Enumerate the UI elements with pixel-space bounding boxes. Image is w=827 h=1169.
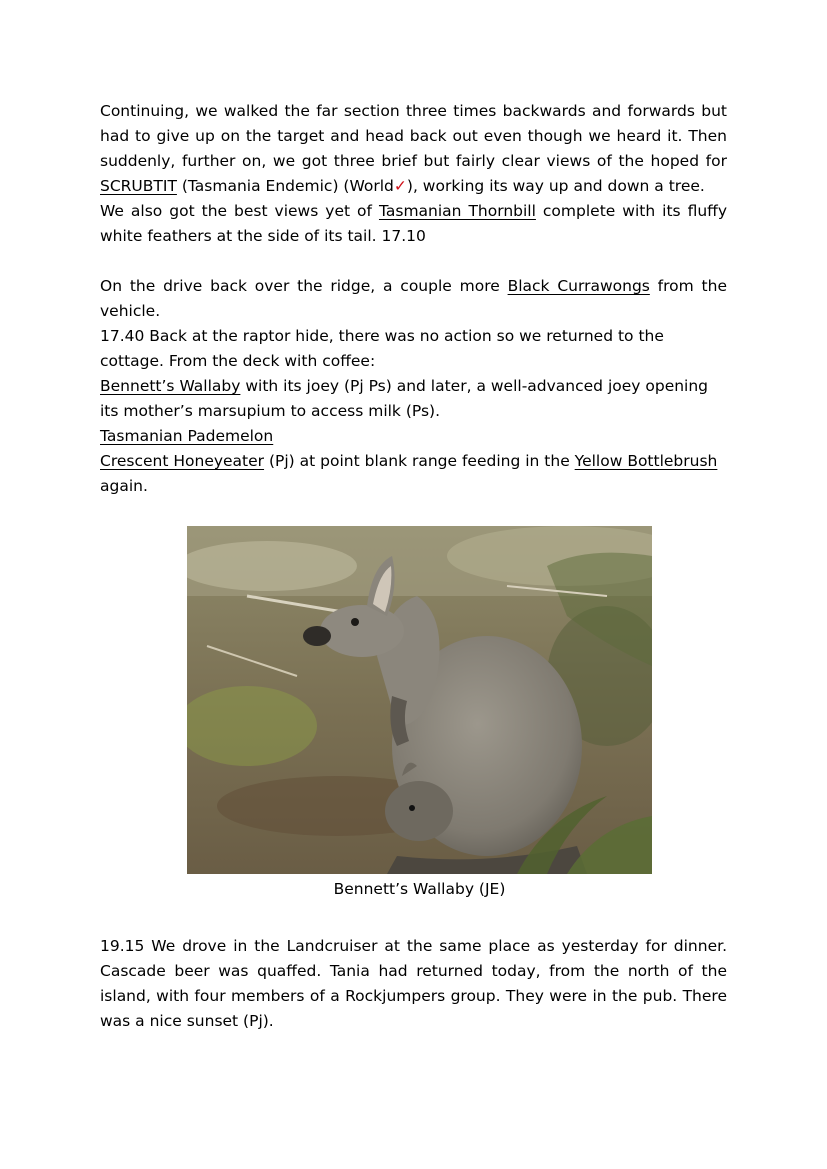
species-scrubtit: SCRUBTIT xyxy=(100,177,177,195)
text: On the drive back over the ridge, a couple more xyxy=(100,277,508,295)
line-wallaby-cont xyxy=(100,399,727,424)
text: We also got the best views yet of xyxy=(100,202,379,220)
photo-caption: Bennett’s Wallaby (JE) xyxy=(333,880,506,898)
checkmark-icon: ✓ xyxy=(393,177,407,195)
text: (Pj) at point blank range feeding in the xyxy=(264,452,575,470)
text: its mother’s marsupium to access milk (Ps). xyxy=(100,402,441,420)
species-tasmanian-pademelon: Tasmanian Pademelon xyxy=(100,427,274,445)
text: from the vehicle. xyxy=(100,277,727,320)
line-wallaby xyxy=(100,374,727,399)
text: Continuing, we walked the far section three times backwards and forwards but had to give up on the target and head back out even though we heard it. Then suddenly, further on, we got three brief but fairly clear views of the hoped for xyxy=(100,102,727,170)
paragraph-dinner: 19.15 We drove in the Landcruiser at the same place as yesterday for dinner. Cascade beer was quaffed. Tania had returned today, from the north of the island, with four members of a Rockjumpers group. They were in the pub. There was a nice sunset (Pj). xyxy=(100,936,727,1030)
text: ), working its way up and down a tree. xyxy=(406,177,705,195)
species-crescent-honeyeater: Crescent Honeyeater xyxy=(100,452,265,470)
line-again xyxy=(100,474,727,499)
wallaby-photo xyxy=(187,526,652,874)
text: 17.40 Back at the raptor hide, there was no action so we returned to the cottage. From the deck with coffee: xyxy=(100,327,664,370)
text: with its joey (Pj Ps) and later, a well-advanced joey opening xyxy=(240,377,709,395)
paragraph-raptor-hide xyxy=(100,324,727,374)
document-body xyxy=(100,99,727,499)
text: complete with its fluffy white feathers at the side of its tail. 17.10 xyxy=(100,202,728,245)
plant-yellow-bottlebrush: Yellow Bottlebrush xyxy=(574,452,718,470)
paragraph-scrubtit xyxy=(100,99,727,249)
text: again. xyxy=(100,477,148,495)
species-bennetts-wallaby: Bennett’s Wallaby xyxy=(100,377,241,395)
line-pademelon xyxy=(100,424,727,449)
species-tasmanian-thornbill: Tasmanian Thornbill xyxy=(378,202,536,220)
species-black-currawongs: Black Currawongs xyxy=(507,277,650,295)
line-honeyeater xyxy=(100,449,727,474)
text: (Tasmania Endemic) (World xyxy=(176,177,394,195)
paragraph-drive-back xyxy=(100,274,727,324)
